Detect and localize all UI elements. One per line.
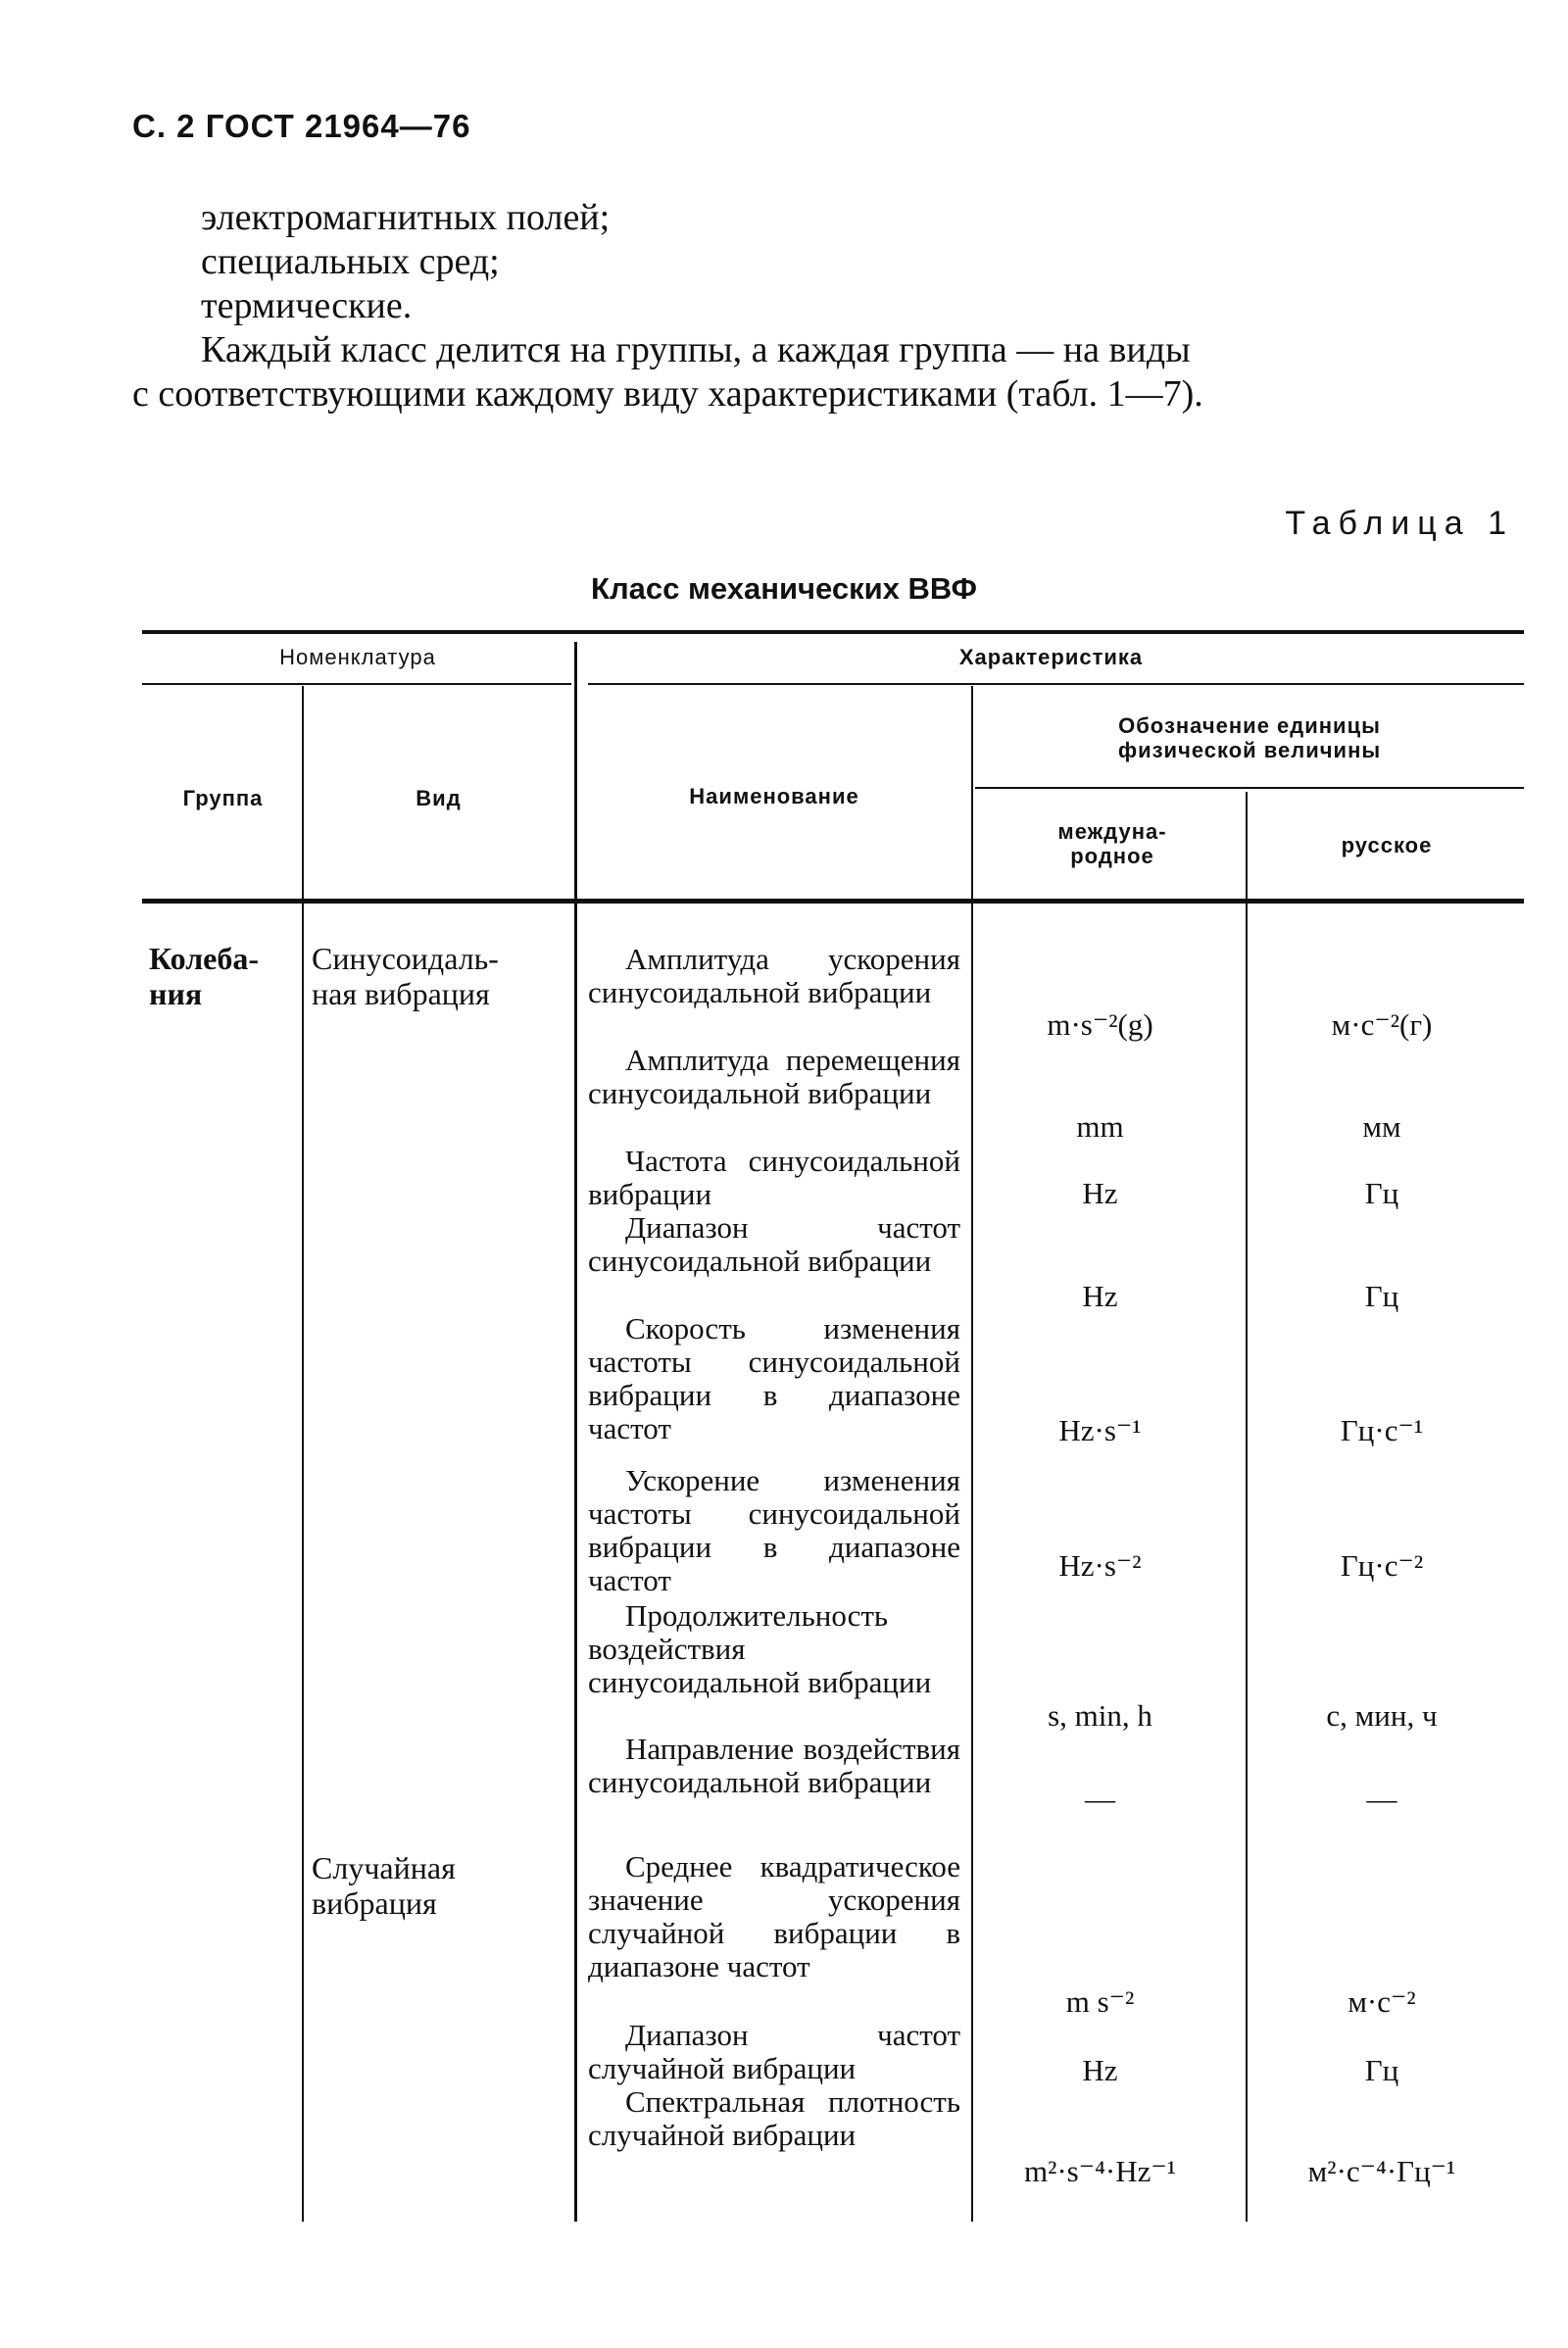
unit-russian: — — [1366, 1782, 1397, 1816]
char-name: Амплитуда перемещения синусоидальной вибрации — [588, 1043, 960, 1110]
unit-russian: мм — [1362, 1109, 1401, 1144]
char-name: Продолжительность воздействия синусоидальной вибрации — [588, 1598, 932, 1699]
table-title: Класс механических ВВФ — [591, 571, 977, 606]
char-name: Амплитуда ускорения синусоидальной вибрации — [588, 942, 960, 1009]
group-label: Колеба-ния — [149, 941, 259, 1011]
table-number: Таблица 1 — [1285, 505, 1514, 542]
intro-paragraph-line: Каждый класс делится на группы, а каждая группа — на виды — [201, 329, 1191, 370]
header-rule — [588, 683, 1524, 685]
unit-russian: м·с⁻² — [1348, 1984, 1416, 2019]
char-name: Диапазон частот синусоидальной вибрации — [588, 1210, 960, 1278]
unit-international: mm — [1076, 1109, 1124, 1144]
intro-text — [132, 196, 1524, 416]
kind-label: Случайная вибрация — [312, 1850, 456, 1921]
header-international: междуна-родное — [1057, 819, 1167, 868]
unit-russian: Гц — [1364, 1176, 1399, 1210]
header-russian: русское — [1341, 833, 1433, 857]
unit-russian: Гц·с⁻² — [1340, 1548, 1424, 1583]
header-kind: Вид — [416, 786, 462, 810]
char-name: Среднее квадратическое значение ускорения случайной вибрации в диапазоне частот — [588, 1849, 960, 1983]
unit-international: — — [1085, 1782, 1115, 1816]
unit-russian: Гц — [1364, 1279, 1399, 1313]
char-name: Скорость изменения частоты синусоидальной вибрации в диапазоне частот — [588, 1311, 960, 1445]
unit-russian: Гц·с⁻¹ — [1340, 1413, 1424, 1447]
unit-international: Hz — [1082, 2053, 1118, 2087]
unit-international: Hz·s⁻² — [1058, 1548, 1142, 1583]
header-bottom-rule — [142, 899, 1524, 904]
unit-russian: м·с⁻²(г) — [1331, 1007, 1433, 1042]
header-characteristic: Характеристика — [958, 645, 1144, 669]
table-top-rule — [142, 630, 1524, 634]
page-header: С. 2 ГОСТ 21964—76 — [132, 108, 471, 144]
unit-international: m²·s⁻⁴·Hz⁻¹ — [1023, 2154, 1177, 2188]
column-rule — [574, 642, 577, 2222]
char-name: Частота синусоидальной вибрации — [588, 1144, 960, 1211]
intro-line: термические. — [201, 285, 413, 326]
header-rule — [975, 787, 1524, 789]
unit-international: m·s⁻²(g) — [1047, 1007, 1153, 1042]
char-name: Ускорение изменения частоты синусоидальной вибрации в диапазоне частот — [588, 1463, 960, 1597]
unit-international: Hz — [1082, 1279, 1118, 1313]
kind-label: Синусоидаль-ная вибрация — [312, 941, 499, 1011]
unit-international: Hz·s⁻¹ — [1058, 1413, 1142, 1447]
char-name: Направление воздействия синусоидальной вибрации — [588, 1732, 960, 1799]
unit-russian: м²·с⁻⁴·Гц⁻¹ — [1307, 2154, 1456, 2188]
intro-line: специальных сред; — [201, 241, 500, 282]
unit-international: s, min, h — [1048, 1698, 1152, 1733]
header-unit-designation: Обозначение единицы физической величины — [1117, 713, 1382, 762]
header-group: Группа — [182, 786, 264, 810]
unit-russian: Гц — [1364, 2053, 1399, 2087]
char-name: Спектральная плотность случайной вибрации — [588, 2084, 960, 2152]
intro-paragraph-line: с соответствующими каждому виду характеристиками (табл. 1—7). — [132, 373, 1203, 415]
intro-line: электромагнитных полей; — [201, 197, 611, 238]
char-name: Диапазон частот случайной вибрации — [588, 2018, 960, 2085]
header-nomenclature: Номенклатура — [279, 645, 436, 669]
header-name: Наименование — [689, 784, 859, 808]
unit-international: Hz — [1082, 1176, 1118, 1210]
unit-international: m s⁻² — [1065, 1984, 1135, 2019]
unit-russian: с, мин, ч — [1326, 1698, 1438, 1733]
header-rule — [142, 683, 571, 685]
column-rule — [302, 686, 304, 2222]
